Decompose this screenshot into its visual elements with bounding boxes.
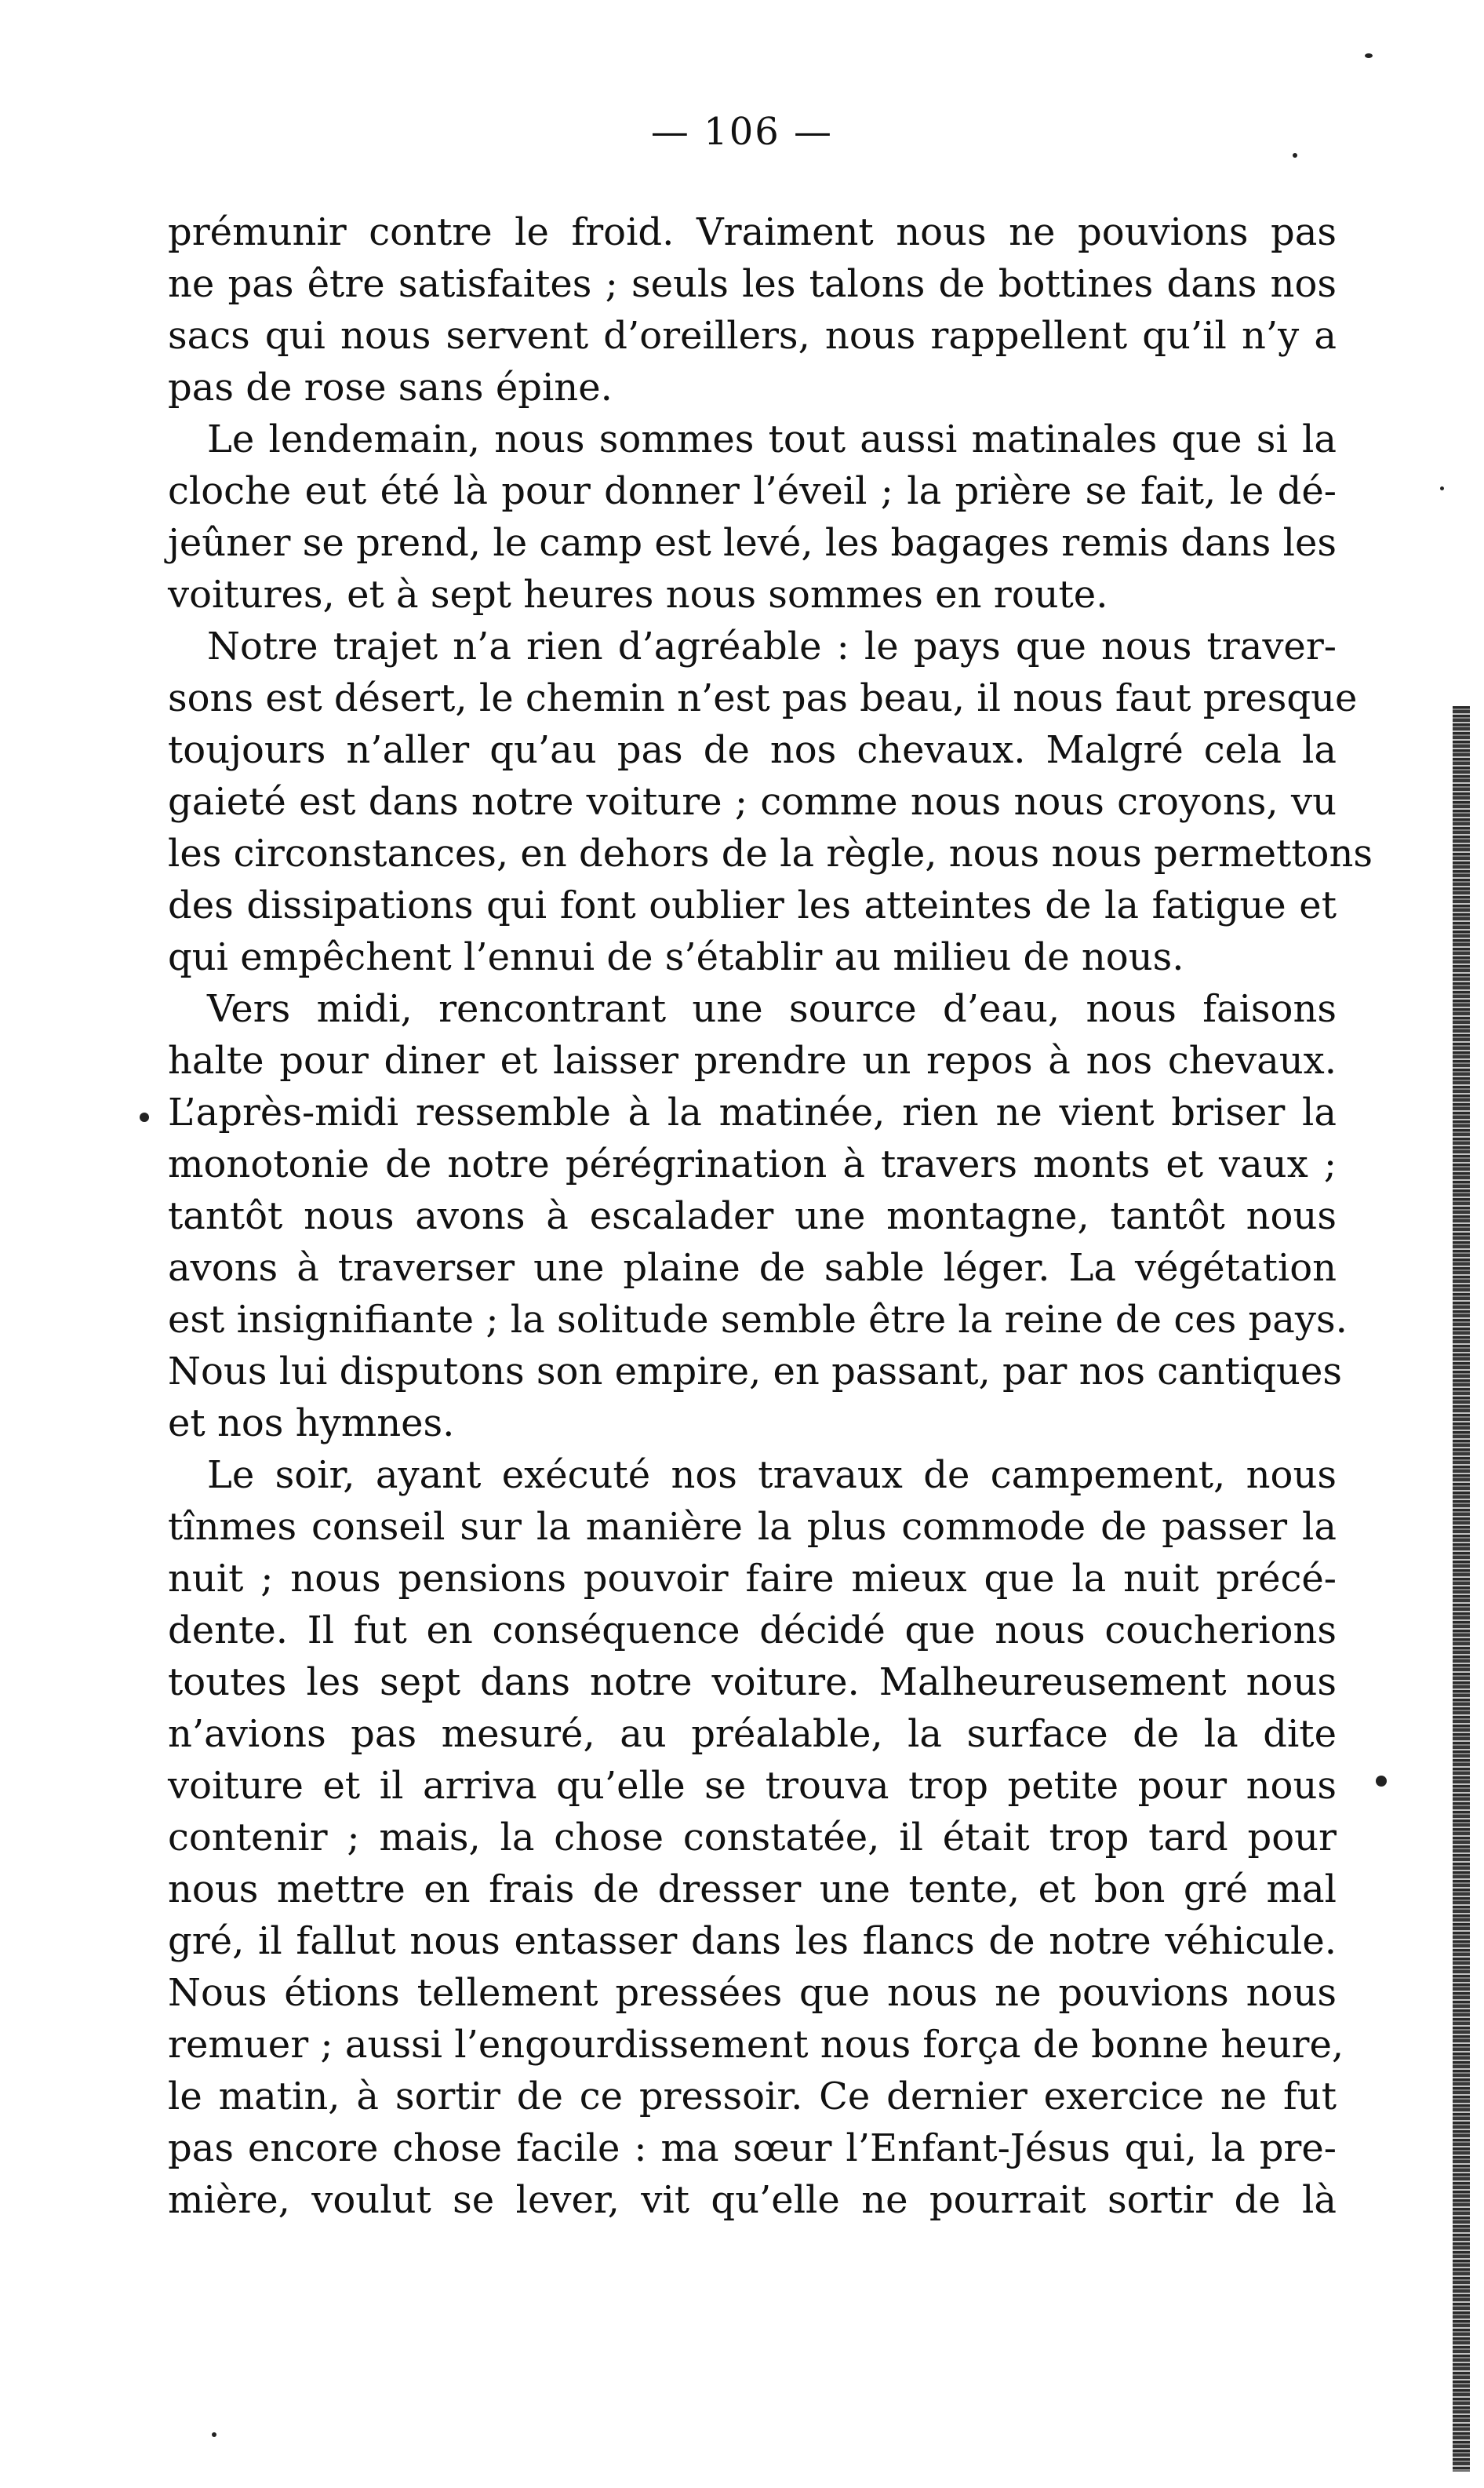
text-line: pas de rose sans épine. xyxy=(168,366,613,410)
text-line: toutes les sept dans notre voiture. Malheureusement nous xyxy=(168,1660,1337,1704)
text-line: contenir ; mais, la chose constatée, il était trop tard pour xyxy=(168,1816,1337,1860)
text-line: le matin, à sortir de ce pressoir. Ce dernier exercice ne fut xyxy=(168,2075,1337,2118)
text-line: Notre trajet n’a rien d’agréable : le pays que nous traver- xyxy=(207,625,1337,668)
text-line: n’avions pas mesuré, au préalable, la surface de la dite xyxy=(168,1712,1337,1756)
scan-speck xyxy=(140,1113,149,1122)
scan-speck xyxy=(212,2432,216,2437)
scan-speck xyxy=(1293,153,1297,158)
text-line: gaieté est dans notre voiture ; comme nous nous croyons, vu xyxy=(168,780,1337,824)
scan-speck xyxy=(1440,486,1444,490)
text-line: halte pour diner et laisser prendre un repos à nos chevaux. xyxy=(168,1039,1337,1083)
text-line: Le lendemain, nous sommes tout aussi matinales que si la xyxy=(207,417,1337,461)
text-line: sacs qui nous servent d’oreillers, nous rappellent qu’il n’y a xyxy=(168,314,1337,358)
text-line: ne pas être satisfaites ; seuls les talons de bottines dans nos xyxy=(168,262,1337,306)
text-line: nuit ; nous pensions pouvoir faire mieux que la nuit précé- xyxy=(168,1557,1337,1601)
text-line: remuer ; aussi l’engourdissement nous força de bonne heure, xyxy=(168,2023,1344,2067)
scan-speck xyxy=(1376,1776,1387,1787)
text-line: dente. Il fut en conséquence décidé que nous coucherions xyxy=(168,1608,1337,1652)
text-line: mière, voulut se lever, vit qu’elle ne pourrait sortir de là xyxy=(168,2178,1337,2222)
text-line: et nos hymnes. xyxy=(168,1401,455,1445)
text-line: jeûner se prend, le camp est levé, les bagages remis dans les xyxy=(168,521,1337,565)
text-line: voitures, et à sept heures nous sommes en route. xyxy=(168,573,1108,617)
text-line: sons est désert, le chemin n’est pas beau, il nous faut presque xyxy=(168,676,1358,720)
text-line: qui empêchent l’ennui de s’établir au milieu de nous. xyxy=(168,935,1184,979)
scan-edge-artifact xyxy=(1453,706,1470,2472)
text-line: monotonie de notre pérégrination à travers monts et vaux ; xyxy=(168,1142,1337,1186)
text-line: est insignifiante ; la solitude semble être la reine de ces pays. xyxy=(168,1298,1348,1342)
text-line: toujours n’aller qu’au pas de nos chevaux. Malgré cela la xyxy=(168,728,1337,772)
text-line: avons à traverser une plaine de sable léger. La végétation xyxy=(168,1246,1337,1290)
text-line: pas encore chose facile : ma sœur l’Enfant-Jésus qui, la pre- xyxy=(168,2126,1337,2170)
scan-speck xyxy=(1365,53,1373,58)
page-number: — 106 — xyxy=(650,110,834,154)
text-line: tantôt nous avons à escalader une montagne, tantôt nous xyxy=(168,1194,1337,1238)
text-line: des dissipations qui font oublier les atteintes de la fatigue et xyxy=(168,883,1337,927)
text-line: Nous lui disputons son empire, en passant, par nos cantiques xyxy=(168,1350,1342,1393)
text-line: L’après-midi ressemble à la matinée, rien ne vient briser la xyxy=(168,1091,1337,1135)
text-line: Vers midi, rencontrant une source d’eau, nous faisons xyxy=(207,987,1337,1031)
text-line: nous mettre en frais de dresser une tente, et bon gré mal xyxy=(168,1867,1337,1911)
body-text xyxy=(168,206,1373,2226)
text-line: prémunir contre le froid. Vraiment nous ne pouvions pas xyxy=(168,210,1337,254)
text-line: les circonstances, en dehors de la règle, nous nous permettons xyxy=(168,832,1373,876)
text-line: Le soir, ayant exécuté nos travaux de campement, nous xyxy=(207,1453,1337,1497)
text-line: cloche eut été là pour donner l’éveil ; la prière se fait, le dé- xyxy=(168,469,1337,513)
text-line: Nous étions tellement pressées que nous ne pouvions nous xyxy=(168,1971,1337,2015)
text-line: gré, il fallut nous entasser dans les flancs de notre véhicule. xyxy=(168,1919,1337,1963)
text-line: tînmes conseil sur la manière la plus commode de passer la xyxy=(168,1505,1337,1549)
text-line: voiture et il arriva qu’elle se trouva trop petite pour nous xyxy=(168,1764,1337,1808)
